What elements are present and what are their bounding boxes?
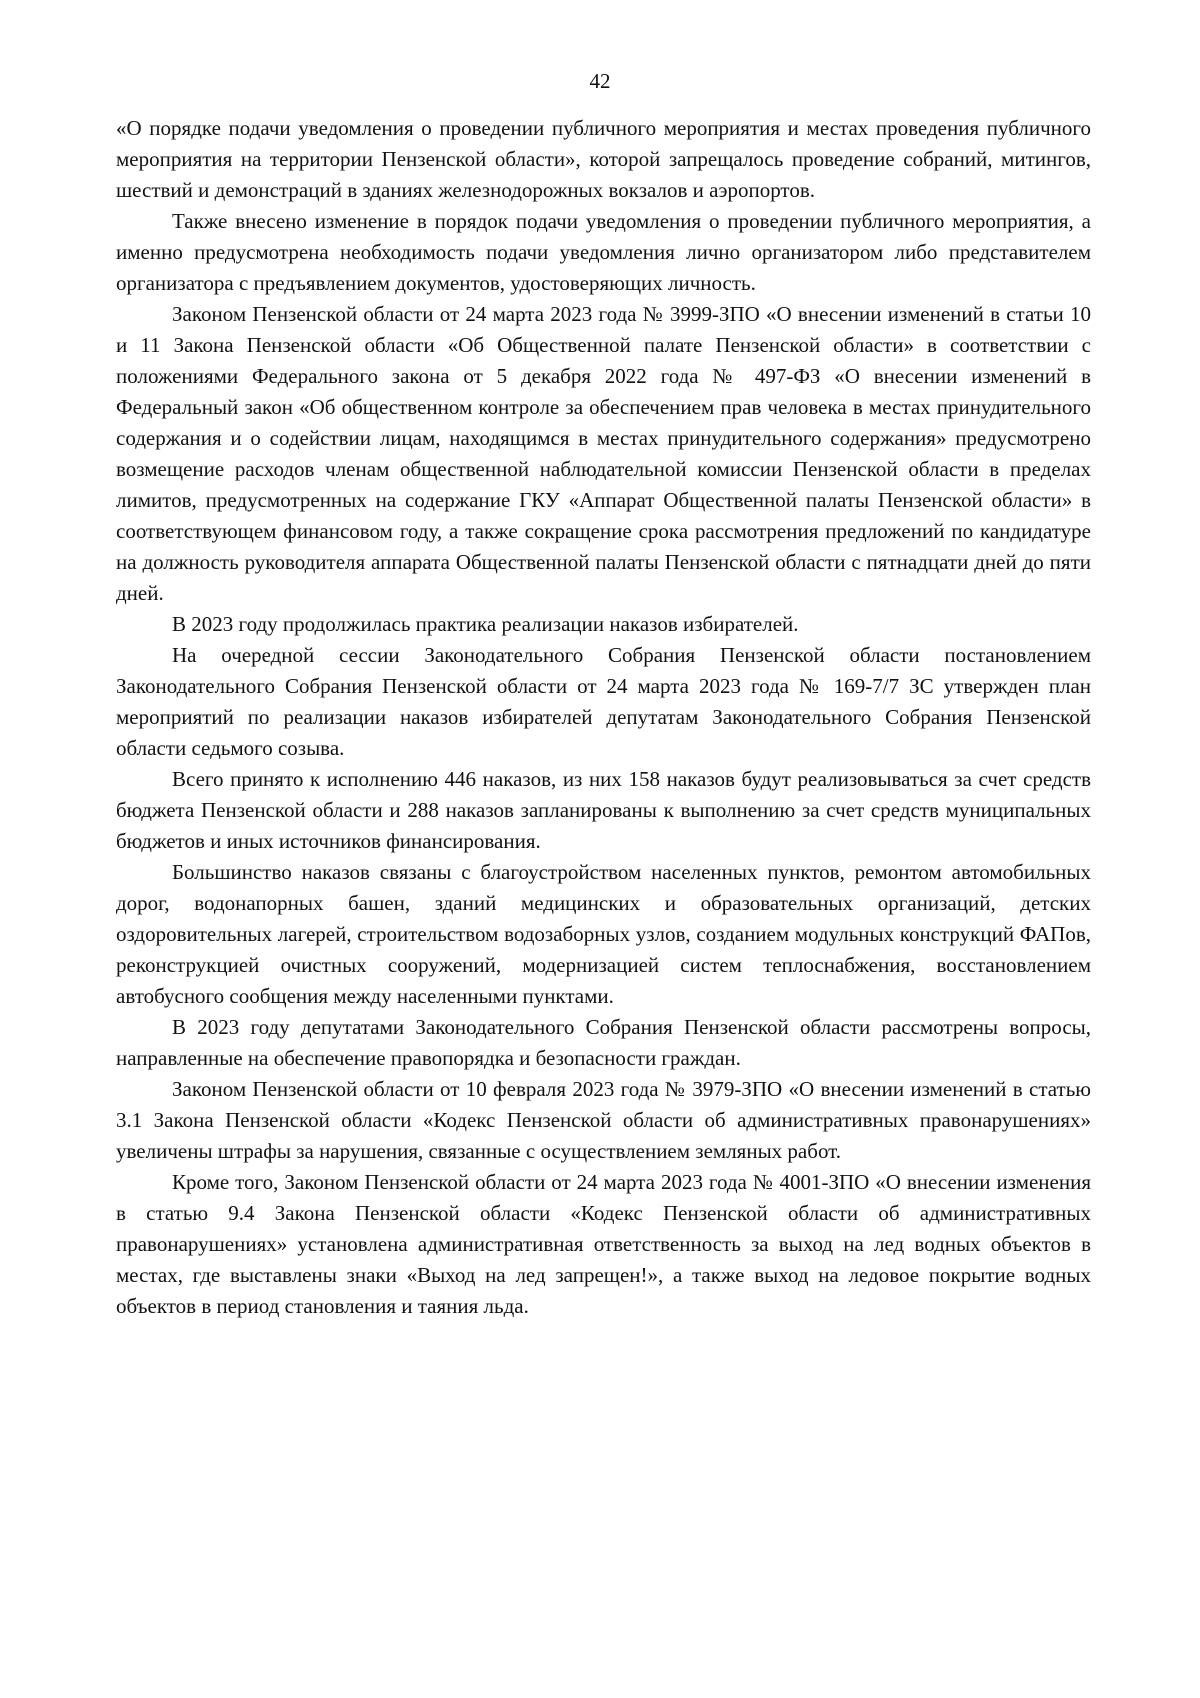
- paragraph-mandates-count: Всего принято к исполнению 446 наказов, из них 158 наказов будут реализовываться за счет средств бюджета Пензенской области и 288 наказов запланированы к выполнению за счет средств муниципальных бюджетов и иных источников финансирования.: [116, 767, 1091, 853]
- paragraph-public-safety: В 2023 году депутатами Законодательного Собрания Пензенской области рассмотрены вопросы, направленные на обеспечение правопорядка и безопасности граждан.: [116, 1015, 1091, 1070]
- paragraph-notification-procedure: Также внесено изменение в порядок подачи уведомления о проведении публичного мероприятия, а именно предусмотрена необходимость подачи уведомления лично организатором либо представителем организатора с предъявлением документов, удостоверяющих личность.: [116, 209, 1091, 295]
- paragraph-mandates-plan: На очередной сессии Законодательного Собрания Пензенской области постановлением Законодательного Собрания Пензенской области от 24 марта 2023 года № 169-7/7 ЗС утвержден план мероприятий по реализации наказов избирателей депутатам Законодательного Собрания Пензенской области седьмого созыва.: [116, 643, 1091, 760]
- paragraph-law-4001-zpo: Кроме того, Законом Пензенской области от 24 марта 2023 года № 4001-ЗПО «О внесении изменения в статью 9.4 Закона Пензенской области «Кодекс Пензенской области об административных правонарушениях» установлена административная ответственность за выход на лед водных объектов в местах, где выставлены знаки «Выход на лед запрещен!», а также выход на ледовое покрытие водных объектов в период становления и таяния льда.: [116, 1170, 1091, 1318]
- paragraph-law-3999-zpo: Законом Пензенской области от 24 марта 2023 года № 3999-ЗПО «О внесении изменений в статьи 10 и 11 Закона Пензенской области «Об Общественной палате Пензенской области» в соответствии с положениями Федерального закона от 5 декабря 2022 года № 497-ФЗ «О внесении изменений в Федеральный закон «Об общественном контроле за обеспечением прав человека в местах принудительного содержания и о содействии лицам, находящимся в местах принудительного содержания» предусмотрено возмещение расходов членам общественной наблюдательной комиссии Пензенской области в пределах лимитов, предусмотренных на содержание ГКУ «Аппарат Общественной палаты Пензенской области» в соответствующем финансовом году, а также сокращение срока рассмотрения предложений по кандидатуре на должность руководителя аппарата Общественной палаты Пензенской области с пятнадцати дней до пяти дней.: [116, 302, 1091, 605]
- paragraph-continuation: «О порядке подачи уведомления о проведении публичного мероприятия и местах проведения публичного мероприятия на территории Пензенской области», которой запрещалось проведение собраний, митингов, шествий и демонстраций в зданиях железнодорожных вокзалов и аэропортов.: [116, 116, 1091, 202]
- paragraph-law-3979-zpo: Законом Пензенской области от 10 февраля 2023 года № 3979-ЗПО «О внесении изменений в статью 3.1 Закона Пензенской области «Кодекс Пензенской области об административных правонарушениях» увеличены штрафы за нарушения, связанные с осуществлением земляных работ.: [116, 1077, 1091, 1163]
- document-body: [116, 113, 1091, 1322]
- page-number: 42: [589, 69, 611, 93]
- paragraph-voter-mandates-practice: В 2023 году продолжилась практика реализации наказов избирателей.: [172, 612, 799, 636]
- paragraph-mandates-areas: Большинство наказов связаны с благоустройством населенных пунктов, ремонтом автомобильных дорог, водонапорных башен, зданий медицинских и образовательных организаций, детских оздоровительных лагерей, строительством водозаборных узлов, созданием модульных конструкций ФАПов, реконструкцией очистных сооружений, модернизацией систем теплоснабжения, восстановлением автобусного сообщения между населенными пунктами.: [116, 860, 1091, 1008]
